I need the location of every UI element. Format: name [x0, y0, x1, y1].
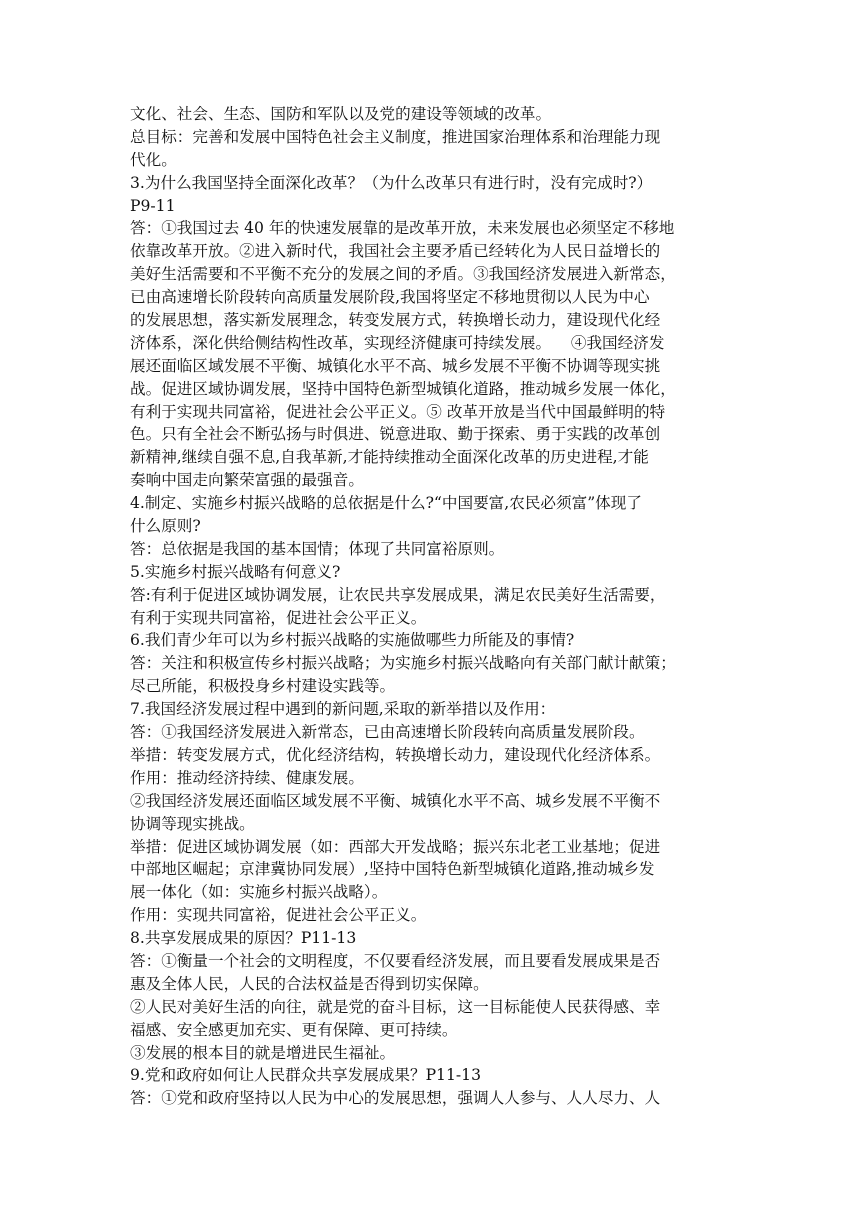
text-line: 文化、社会、生态、国防和军队以及党的建设等领域的改革。 — [130, 105, 552, 123]
text-line: 尽己所能，积极投身乡村建设实践等。 — [130, 677, 396, 696]
text-line: 6.我们青少年可以为乡村振兴战略的实施做哪些力所能及的事情? — [130, 631, 575, 650]
text-line: 美好生活需要和不平衡不充分的发展之间的矛盾。③我国经济发展进入新常态， — [130, 265, 676, 284]
text-line: 总目标：完善和发展中国特色社会主义制度，推进国家治理体系和治理能力现 — [130, 127, 661, 146]
text-line: 新精神,继续自强不息,自我革新,才能持续推动全面深化改革的历史进程,才能 — [130, 448, 649, 467]
text-line: 展还面临区域发展不平衡、城镇化水平不高、城乡发展不平衡不协调等现实挑 — [130, 356, 661, 375]
text-line: 作用：实现共同富裕，促进社会公平正义。 — [130, 906, 427, 925]
text-line: 5.实施乡村振兴战略有何意义? — [130, 562, 341, 581]
text-line: 展一体化（如：实施乡村振兴战略）。 — [130, 883, 388, 902]
text-line: P9-11 — [130, 196, 176, 215]
text-line: 代化。 — [130, 150, 177, 169]
text-line: 7.我国经济发展过程中遇到的新问题,采取的新举措以及作用： — [130, 700, 556, 719]
text-line: 惠及全体人民，人民的合法权益是否得到切实保障。 — [130, 974, 489, 993]
text-line: ②我国经济发展还面临区域发展不平衡、城镇化水平不高、城乡发展不平衡不 — [130, 791, 661, 810]
text-line: 福感、安全感更加充实、更有保障、更可持续。 — [130, 1020, 458, 1039]
text-line: 答:有利于促进区域协调发展，让农民共享发展成果，满足农民美好生活需要， — [130, 585, 666, 604]
document-page — [130, 103, 734, 1110]
text-line: 举措：转变发展方式，优化经济结构，转换增长动力，建设现代化经济体系。 — [130, 745, 661, 764]
text-line: 3.为什么我国坚持全面深化改革？（为什么改革只有进行时，没有完成时?） — [130, 173, 653, 192]
text-line: 中部地区崛起；京津冀协同发展）,坚持中国特色新型城镇化道路,推动城乡发 — [130, 860, 655, 879]
text-line: 有利于实现共同富裕，促进社会公平正义。⑤ 改革开放是当代中国最鲜明的特 — [130, 402, 666, 421]
text-line: 已由高速增长阶段转向高质量发展阶段,我国将坚定不移地贯彻以人民为中心 — [130, 288, 650, 307]
text-line: 答：关注和积极宣传乡村振兴战略；为实施乡村振兴战略向有关部门献计献策； — [130, 654, 676, 673]
text-line: ②人民对美好生活的向往，就是党的奋斗目标，这一目标能使人民获得感、幸 — [130, 997, 661, 1016]
text-line: 8.共享发展成果的原因？P11-13 — [130, 929, 357, 948]
text-line: 答：①我国经济发展进入新常态，已由高速增长阶段转向高质量发展阶段。 — [130, 723, 645, 742]
text-line: 9.党和政府如何让人民群众共享发展成果？P11-13 — [130, 1066, 482, 1085]
text-line: 答：总依据是我国的基本国情；体现了共同富裕原则。 — [130, 539, 505, 558]
text-line: ③发展的根本目的就是增进民生福祉。 — [130, 1043, 396, 1062]
text-line: 答：①党和政府坚持以人民为中心的发展思想，强调人人参与、人人尽力、人 — [130, 1089, 661, 1108]
text-line: 什么原则? — [130, 517, 201, 536]
text-line: 作用：推动经济持续、健康发展。 — [130, 768, 364, 787]
text-line: 奏响中国走向繁荣富强的最强音。 — [130, 471, 364, 490]
text-line: 济体系，深化供给侧结构性改革，实现经济健康可持续发展。 ④我国经济发 — [130, 333, 665, 352]
text-line: 色。只有全社会不断弘扬与时俱进、锐意进取、勤于探索、勇于实践的改革创 — [130, 425, 661, 444]
text-line: 答：①我国过去 40 年的快速发展靠的是改革开放，未来发展也必须坚定不移地 — [130, 219, 675, 238]
text-line: 的发展思想，落实新发展理念，转变发展方式，转换增长动力，建设现代化经 — [130, 311, 661, 330]
text-line: 有利于实现共同富裕，促进社会公平正义。 — [130, 608, 427, 627]
text-line: 4.制定、实施乡村振兴战略的总依据是什么?“中国要富,农民必须富”体现了 — [130, 494, 642, 513]
text-line: 依靠改革开放。②进入新时代，我国社会主要矛盾已经转化为人民日益增长的 — [130, 242, 661, 261]
text-line: 答：①衡量一个社会的文明程度，不仅要看经济发展，而且要看发展成果是否 — [130, 951, 661, 970]
text-line: 协调等现实挑战。 — [130, 814, 255, 833]
text-line: 举措：促进区域协调发展（如：西部大开发战略；振兴东北老工业基地；促进 — [130, 837, 661, 856]
text-line: 战。促进区域协调发展，坚持中国特色新型城镇化道路，推动城乡发展一体化， — [130, 379, 676, 398]
